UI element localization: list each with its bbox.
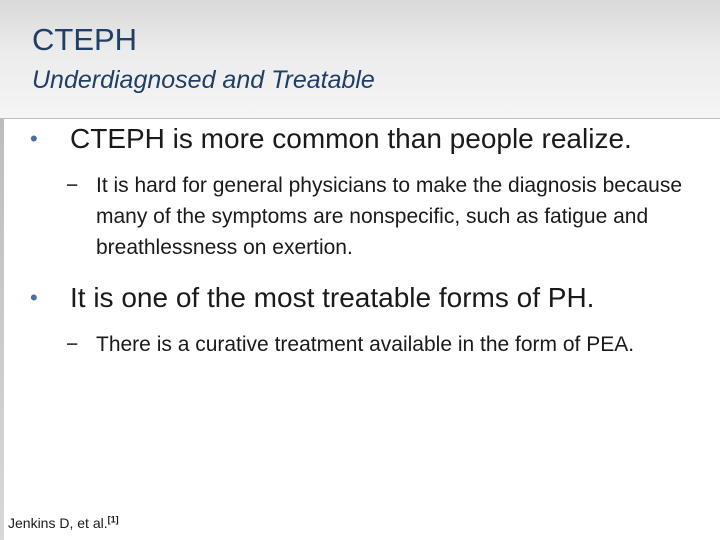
bullet-text: It is one of the most treatable forms of PH. — [70, 282, 595, 313]
citation-text: Jenkins D, et al. — [8, 515, 108, 531]
bullet-marker: • — [30, 126, 38, 151]
bullet-text: CTEPH is more common than people realize. — [70, 123, 632, 154]
slide-title: CTEPH — [32, 22, 138, 57]
sub-bullet-item — [30, 329, 690, 360]
slide-subtitle: Underdiagnosed and Treatable — [32, 66, 375, 94]
sub-bullet-text: There is a curative treatment available in the form of PEA. — [96, 333, 635, 356]
bullet-marker: • — [30, 285, 38, 310]
citation-footnote — [8, 514, 119, 532]
sub-bullet-marker: − — [66, 333, 79, 356]
sub-bullet-item — [30, 170, 690, 263]
slide-body — [30, 122, 690, 360]
bullet-item — [30, 281, 690, 315]
bullet-item — [30, 122, 690, 156]
left-accent-rule — [0, 118, 4, 540]
sub-bullet-marker: − — [66, 174, 79, 197]
sub-bullet-text: It is hard for general physicians to make the diagnosis because many of the symptoms are nonspecific, such as fatigue and breathlessness on exertion. — [96, 174, 683, 259]
slide-header — [0, 0, 720, 119]
citation-ref: [1] — [107, 514, 119, 525]
